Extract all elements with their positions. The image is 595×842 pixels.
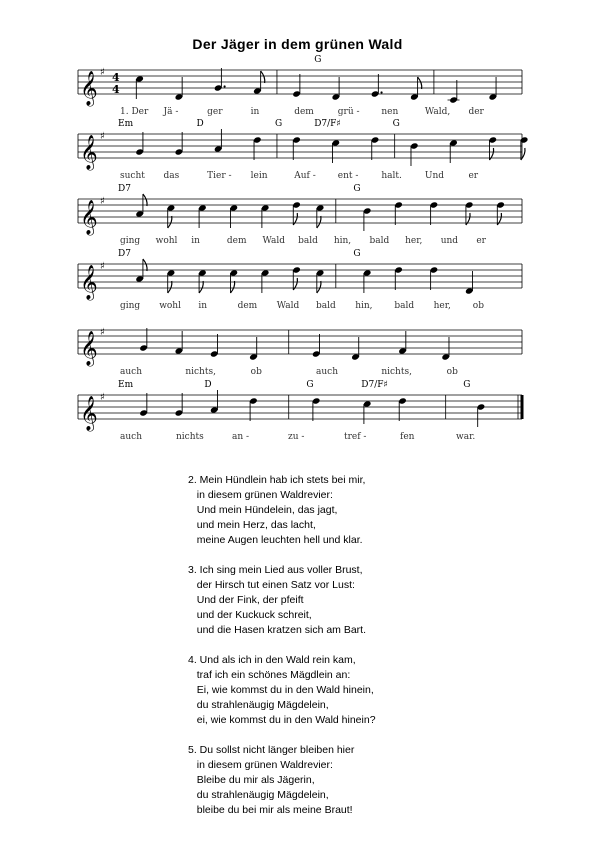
verse-line: meine Augen leuchten hell und klar. bbox=[188, 534, 363, 546]
lyric-syllable: hin, bbox=[333, 236, 352, 246]
lyric-syllable: wohl bbox=[159, 301, 181, 311]
lyric-syllable: auch bbox=[120, 367, 142, 377]
lyric-syllable: ger bbox=[207, 107, 223, 117]
note-flag bbox=[418, 77, 422, 89]
note-flag bbox=[143, 194, 147, 206]
chord-symbol: D bbox=[196, 119, 204, 129]
verse-line: und mein Herz, das lacht, bbox=[188, 519, 316, 531]
lyric-syllable: Und bbox=[424, 171, 445, 181]
additional-verses bbox=[188, 473, 488, 833]
verse-line: Ei, wie kommst du in den Wald hinein, bbox=[188, 684, 374, 696]
lyric-syllable: auch bbox=[316, 367, 338, 377]
lyric-syllable: dem bbox=[294, 107, 314, 117]
verse-block bbox=[188, 653, 488, 728]
lyric-syllable: her, bbox=[433, 301, 451, 311]
lyric-syllable: Wald bbox=[276, 301, 300, 311]
verse-line: in diesem grünen Waldrevier: bbox=[188, 759, 333, 771]
verse-line: ei, wie kommst du in den Wald hinein? bbox=[188, 714, 376, 726]
chord-symbol: G bbox=[306, 380, 314, 390]
lyric-syllable: dem bbox=[237, 301, 258, 311]
verse-line: 5. Du sollst nicht länger bleiben hier bbox=[188, 744, 355, 756]
lyric-syllable: war. bbox=[456, 432, 476, 442]
treble-clef-icon: 𝄞 bbox=[80, 71, 98, 106]
verse-line: du strahlenäugig Mägdelein, bbox=[188, 699, 329, 711]
chord-symbol: G bbox=[274, 119, 283, 129]
chord-symbol: G bbox=[314, 55, 322, 65]
note-flag bbox=[143, 259, 147, 271]
lyric-syllable: ob bbox=[446, 367, 458, 377]
treble-clef-icon: 𝄞 bbox=[80, 135, 98, 170]
lyric-syllable: bald bbox=[394, 301, 415, 311]
note-flag bbox=[168, 281, 172, 293]
note-flag bbox=[199, 281, 203, 293]
lyric-syllable: und bbox=[440, 236, 459, 246]
lyric-syllable: ging bbox=[120, 301, 141, 311]
chord-symbol: G bbox=[463, 380, 471, 390]
chord-symbol: D7/F♯ bbox=[361, 380, 388, 390]
treble-clef-icon: 𝄞 bbox=[80, 331, 98, 366]
verse-line: der Hirsch tut einen Satz vor Lust: bbox=[188, 579, 355, 591]
lyric-syllable: halt. bbox=[381, 171, 402, 181]
lyric-syllable: in bbox=[191, 236, 200, 246]
treble-clef-icon: 𝄞 bbox=[80, 265, 98, 300]
lyric-syllable: dem bbox=[226, 236, 247, 246]
lyric-syllable: bald bbox=[298, 236, 318, 246]
lyric-syllable: er bbox=[468, 171, 479, 181]
lyric-syllable: nichts, bbox=[381, 367, 412, 377]
lyric-syllable: zu - bbox=[288, 432, 305, 442]
key-signature-sharp: ♯ bbox=[100, 131, 105, 142]
verse-line: Bleibe du mir als Jägerin, bbox=[188, 774, 315, 786]
lyric-syllable: das bbox=[163, 171, 180, 181]
chord-symbol: G bbox=[392, 119, 400, 129]
verse-block bbox=[188, 743, 488, 818]
chord-symbol: Em bbox=[118, 380, 134, 390]
note-flag bbox=[261, 71, 265, 83]
note-flag bbox=[317, 281, 321, 293]
lyric-syllable: grü - bbox=[337, 107, 360, 117]
verse-block bbox=[188, 473, 488, 548]
lyric-syllable: lein bbox=[250, 171, 268, 181]
lyric-syllable: in bbox=[198, 301, 208, 311]
lyric-syllable: er bbox=[476, 236, 487, 246]
verse-block bbox=[188, 563, 488, 638]
lyric-syllable: bald bbox=[316, 301, 336, 311]
lyric-syllable: 1. Der bbox=[120, 107, 149, 117]
verse-line: traf ich ein schönes Mägdlein an: bbox=[188, 669, 351, 681]
note-dot bbox=[223, 85, 225, 87]
lyric-syllable: ging bbox=[120, 236, 141, 246]
lyric-syllable: nichts bbox=[176, 432, 204, 442]
verse-line: bleibe du bei mir als meine Braut! bbox=[188, 804, 353, 816]
lyric-syllable: Tier - bbox=[207, 171, 232, 181]
key-signature-sharp: ♯ bbox=[100, 392, 105, 403]
lyric-syllable: tref - bbox=[344, 432, 367, 442]
verse-line: Und der Fink, der pfeift bbox=[188, 594, 304, 606]
lyric-syllable: ob bbox=[472, 301, 484, 311]
lyric-syllable: nen bbox=[381, 107, 399, 117]
lyric-syllable: Jä - bbox=[163, 107, 179, 117]
verse-line: 4. Und als ich in den Wald rein kam, bbox=[188, 654, 356, 666]
lyric-syllable: ob bbox=[250, 367, 262, 377]
chord-symbol: G bbox=[353, 184, 361, 194]
time-signature-top: 4 bbox=[112, 71, 120, 84]
lyric-syllable: ent - bbox=[337, 171, 359, 181]
verse-line: in diesem grünen Waldrevier: bbox=[188, 489, 333, 501]
chord-symbol: D bbox=[204, 380, 212, 390]
note-flag bbox=[230, 281, 234, 293]
chord-symbol: G bbox=[353, 249, 361, 259]
lyric-syllable: Auf - bbox=[294, 171, 316, 181]
treble-clef-icon: 𝄞 bbox=[80, 200, 98, 235]
key-signature-sharp: ♯ bbox=[100, 327, 105, 338]
lyric-syllable: wohl bbox=[155, 236, 178, 246]
verse-line: Und mein Hündelein, das jagt, bbox=[188, 504, 338, 516]
lyric-syllable: bald bbox=[369, 236, 390, 246]
verse-line: 2. Mein Hündlein hab ich stets bei mir, bbox=[188, 474, 366, 486]
lyric-syllable: an - bbox=[232, 432, 250, 442]
treble-clef-icon: 𝄞 bbox=[80, 396, 98, 431]
time-signature-bottom: 4 bbox=[112, 83, 120, 96]
verse-line: und der Kuckuck schreit, bbox=[188, 609, 312, 621]
chord-symbol: D7 bbox=[118, 249, 131, 259]
verse-line: und die Hasen kratzen sich am Bart. bbox=[188, 624, 367, 636]
lyric-syllable: in bbox=[250, 107, 260, 117]
song-title: Der Jäger in dem grünen Wald bbox=[192, 36, 403, 52]
verse-line: 3. Ich sing mein Lied aus voller Brust, bbox=[188, 564, 363, 576]
lyric-syllable: sucht bbox=[120, 171, 145, 181]
lyric-syllable: hin, bbox=[355, 301, 373, 311]
note-flag bbox=[168, 216, 172, 228]
lyric-syllable: auch bbox=[120, 432, 142, 442]
key-signature-sharp: ♯ bbox=[100, 196, 105, 207]
key-signature-sharp: ♯ bbox=[100, 261, 105, 272]
lyric-syllable: Wald bbox=[262, 236, 286, 246]
chord-symbol: D7/F♯ bbox=[314, 119, 341, 129]
lyric-syllable: fen bbox=[400, 432, 415, 442]
key-signature-sharp: ♯ bbox=[100, 67, 105, 78]
verse-line: du strahlenäugig Mägdelein, bbox=[188, 789, 329, 801]
lyric-syllable: her, bbox=[405, 236, 423, 246]
lyric-syllable: nichts, bbox=[185, 367, 216, 377]
chord-symbol: Em bbox=[118, 119, 134, 129]
chord-symbol: D7 bbox=[118, 184, 131, 194]
note-dot bbox=[380, 91, 382, 93]
lyric-syllable: der bbox=[468, 107, 484, 117]
note-flag bbox=[317, 216, 321, 228]
lyric-syllable: Wald, bbox=[424, 107, 451, 117]
